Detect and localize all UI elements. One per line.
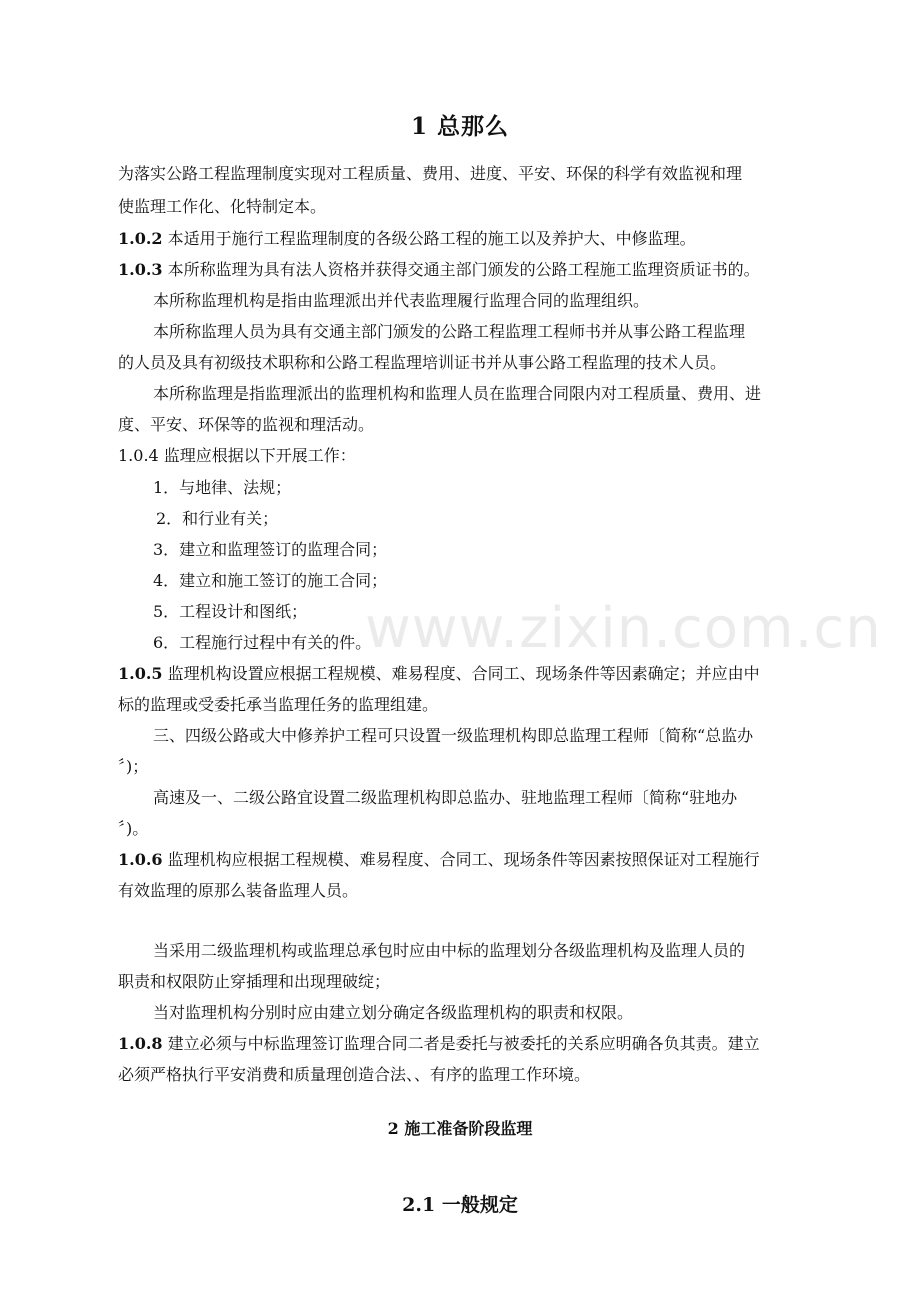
clause-number: 1.0.5 bbox=[118, 664, 163, 683]
text-line bbox=[118, 756, 148, 778]
text-line bbox=[118, 971, 390, 993]
line-text: 当采用二级监理机构或监理总承包时应由中标的监理划分各级监理机构及监理人员的 bbox=[153, 941, 746, 960]
line-text: 的人员及具有初级技术职称和公路工程监理培训证书并从事公路工程监理的技术人员。 bbox=[118, 353, 727, 372]
text-line bbox=[153, 290, 649, 312]
text-line bbox=[156, 508, 278, 530]
line-text: 〞)。 bbox=[118, 819, 149, 838]
text-line bbox=[153, 940, 745, 962]
text-line bbox=[118, 880, 358, 902]
line-text: 本所称监理机构是指由监理派出并代表监理履行监理合同的监理组织。 bbox=[153, 291, 650, 310]
text-line bbox=[153, 570, 387, 592]
text-line bbox=[118, 663, 760, 685]
line-text: 本所称监理是指监理派出的监理机构和监理人员在监理合同限内对工程质量、费用、进 bbox=[153, 384, 762, 403]
line-text: 4．建立和施工签订的施工合同； bbox=[153, 571, 388, 590]
line-text: 〞)； bbox=[118, 757, 149, 776]
page-title: 1 总那么 bbox=[410, 113, 509, 140]
line-text: 职责和权限防止穿插理和出现理破绽； bbox=[118, 972, 391, 991]
line-text: 为落实公路工程监理制度实现对工程质量、费用、进度、平安、环保的科学有效监视和理 bbox=[118, 164, 743, 183]
text-line bbox=[153, 1002, 633, 1024]
line-text: 必须严格执行平安消费和质量理创造合法、、有序的监理工作环境。 bbox=[118, 1065, 591, 1084]
line-text: 5．工程设计和图纸； bbox=[153, 602, 308, 621]
clause-number: 1.0.3 bbox=[118, 260, 163, 279]
text-line bbox=[153, 787, 737, 809]
line-text: 2．和行业有关； bbox=[156, 509, 279, 528]
clause-number: 1.0.2 bbox=[118, 229, 163, 248]
line-text: 标的监理或受委托承当监理任务的监理组建。 bbox=[118, 695, 439, 714]
text-line bbox=[153, 601, 307, 623]
line-text: 本所称监理人员为具有交通主部门颁发的公路工程监理工程师书并从事公路工程监理 bbox=[153, 322, 746, 341]
line-text: 有效监理的原那么装备监理人员。 bbox=[118, 881, 359, 900]
text-line bbox=[153, 632, 371, 654]
text-line bbox=[118, 818, 148, 840]
line-text: 本适用于施行工程监理制度的各级公路工程的施工以及养护大、中修监理。 bbox=[162, 229, 696, 248]
text-line bbox=[153, 477, 291, 499]
text-line bbox=[118, 259, 760, 281]
text-line bbox=[153, 539, 387, 561]
text-line bbox=[118, 849, 760, 871]
text-line bbox=[153, 725, 753, 747]
section-heading-2-1: 2.1 一般规定 bbox=[402, 1194, 518, 1216]
text-line bbox=[118, 163, 742, 185]
text-line bbox=[118, 694, 438, 716]
line-text: 本所称监理为具有法人资格并获得交通主部门颁发的公路工程施工监理资质证书的。 bbox=[162, 260, 760, 279]
text-line bbox=[118, 1064, 590, 1086]
line-text: 1．与地律、法规； bbox=[153, 478, 292, 497]
text-line bbox=[118, 196, 326, 218]
text-line bbox=[153, 321, 745, 343]
line-text: 三、四级公路或大中修养护工程可只设置一级监理机构即总监理工程师〔简称“总监办 bbox=[153, 726, 754, 745]
line-text: 监理机构设置应根据工程规模、难易程度、合同工、现场条件等因素确定；并应由中 bbox=[162, 664, 760, 683]
clause-number: 1.0.6 bbox=[118, 850, 163, 869]
line-text: 当对监理机构分别时应由建立划分确定各级监理机构的职责和权限。 bbox=[153, 1003, 634, 1022]
line-text: 度、平安、环保等的监视和理活动。 bbox=[118, 415, 375, 434]
section-heading-2: 2 施工准备阶段监理 bbox=[387, 1119, 533, 1138]
text-line bbox=[118, 352, 726, 374]
watermark: www.zixin.com.cn bbox=[365, 596, 882, 661]
text-line bbox=[118, 228, 696, 250]
clause-number: 1.0.8 bbox=[118, 1034, 163, 1053]
line-text: 1.0.4 监理应根据以下开展工作： bbox=[118, 446, 356, 465]
text-line bbox=[118, 414, 374, 436]
text-line bbox=[118, 1033, 760, 1055]
text-line bbox=[153, 383, 761, 405]
line-text: 3．建立和监理签订的监理合同； bbox=[153, 540, 388, 559]
line-text: 高速及一、二级公路宜设置二级监理机构即总监办、驻地监理工程师〔简称“驻地办 bbox=[153, 788, 738, 807]
line-text: 建立必须与中标监理签订监理合同二者是委托与被委托的关系应明确各负其责。建立 bbox=[162, 1034, 760, 1053]
line-text: 使监理工作化、化特制定本。 bbox=[118, 197, 327, 216]
line-text: 6．工程施行过程中有关的件。 bbox=[153, 633, 372, 652]
text-line bbox=[118, 445, 356, 467]
line-text: 监理机构应根据工程规模、难易程度、合同工、现场条件等因素按照保证对工程施行 bbox=[162, 850, 760, 869]
